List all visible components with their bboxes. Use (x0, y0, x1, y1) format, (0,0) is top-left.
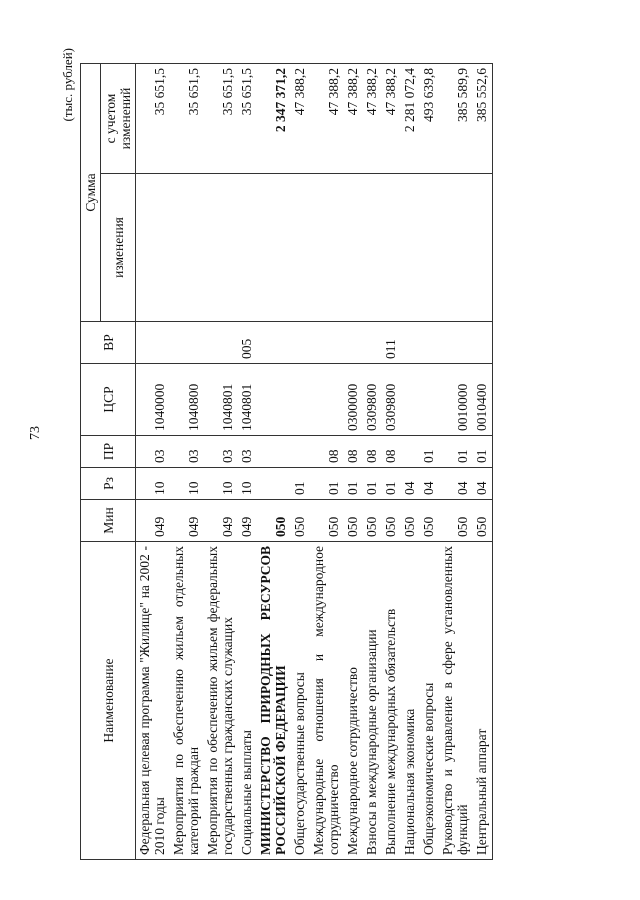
row-csr: 0010000 (439, 364, 473, 436)
row-rz: 04 (473, 468, 493, 500)
header-pr: ПР (81, 436, 136, 468)
row-min: 049 (136, 500, 171, 542)
row-name: Общеэкономические вопросы (420, 542, 439, 860)
row-vr (204, 322, 238, 364)
table-row (420, 64, 439, 860)
row-csr (291, 364, 310, 436)
row-changes (170, 174, 204, 322)
row-csr: 1040800 (170, 364, 204, 436)
row-total: 47 388,2 (344, 64, 363, 174)
row-name: Руководство и управление в сфере установленных функций (439, 542, 473, 860)
row-total: 2 281 072,4 (401, 64, 420, 174)
row-csr: 0010400 (473, 364, 493, 436)
row-rz: 10 (238, 468, 257, 500)
row-min: 050 (291, 500, 310, 542)
row-rz: 04 (439, 468, 473, 500)
table-row (473, 64, 493, 860)
row-vr: 005 (238, 322, 257, 364)
row-rz (257, 468, 291, 500)
row-changes (363, 174, 382, 322)
header-rz: Рз (81, 468, 136, 500)
row-name: Мероприятия по обеспечению жильем отдельных категорий граждан (170, 542, 204, 860)
row-rz: 01 (291, 468, 310, 500)
row-changes (310, 174, 344, 322)
row-min: 050 (363, 500, 382, 542)
row-total: 385 589,9 (439, 64, 473, 174)
row-csr (310, 364, 344, 436)
row-total: 2 347 371,2 (257, 64, 291, 174)
row-changes (439, 174, 473, 322)
row-min: 050 (473, 500, 493, 542)
row-pr: 08 (382, 436, 401, 468)
table-row (401, 64, 420, 860)
header-name: Наименование (81, 542, 136, 860)
row-csr: 0309800 (363, 364, 382, 436)
row-name: Общегосударственные вопросы (291, 542, 310, 860)
row-rz: 04 (401, 468, 420, 500)
table-row (363, 64, 382, 860)
row-changes (401, 174, 420, 322)
row-min: 049 (204, 500, 238, 542)
row-min: 050 (420, 500, 439, 542)
row-changes (344, 174, 363, 322)
row-csr: 0300000 (344, 364, 363, 436)
row-pr: 01 (420, 436, 439, 468)
row-name: Взносы в международные организации (363, 542, 382, 860)
row-changes (473, 174, 493, 322)
row-pr: 08 (344, 436, 363, 468)
row-name: Мероприятия по обеспечению жильем федеральных государственных гражданских служащих (204, 542, 238, 860)
row-pr: 01 (473, 436, 493, 468)
row-name: Международные отношения и международное сотрудничество (310, 542, 344, 860)
row-name: Федеральная целевая программа "Жилище" на 2002 - 2010 годы (136, 542, 171, 860)
row-pr: 01 (439, 436, 473, 468)
row-min: 050 (344, 500, 363, 542)
row-pr (257, 436, 291, 468)
row-rz: 04 (420, 468, 439, 500)
row-rz: 10 (136, 468, 171, 500)
row-name: Международное сотрудничество (344, 542, 363, 860)
row-name: Выполнение международных обязательств (382, 542, 401, 860)
table-row (204, 64, 238, 860)
row-csr: 1040801 (204, 364, 238, 436)
table-row (439, 64, 473, 860)
table-row (170, 64, 204, 860)
row-rz: 10 (170, 468, 204, 500)
row-rz: 01 (363, 468, 382, 500)
row-vr (344, 322, 363, 364)
row-total: 47 388,2 (382, 64, 401, 174)
row-total: 35 651,5 (204, 64, 238, 174)
row-changes (291, 174, 310, 322)
row-csr: 0309800 (382, 364, 401, 436)
row-rz: 01 (310, 468, 344, 500)
row-name: Социальные выплаты (238, 542, 257, 860)
row-min: 049 (238, 500, 257, 542)
row-total: 47 388,2 (310, 64, 344, 174)
row-csr (257, 364, 291, 436)
budget-table (80, 63, 493, 860)
row-min: 049 (170, 500, 204, 542)
row-vr (170, 322, 204, 364)
header-min: Мин (81, 500, 136, 542)
row-pr: 03 (136, 436, 171, 468)
table-row (238, 64, 257, 860)
row-changes (136, 174, 171, 322)
row-changes (204, 174, 238, 322)
table-row (291, 64, 310, 860)
table-row (257, 64, 291, 860)
row-pr (291, 436, 310, 468)
row-name: МИНИСТЕРСТВО ПРИРОДНЫХ РЕСУРСОВ РОССИЙСКОЙ ФЕДЕРАЦИИ (257, 542, 291, 860)
header-changes: изменения (101, 174, 136, 322)
row-rz: 01 (344, 468, 363, 500)
header-vr: ВР (81, 322, 136, 364)
row-total: 385 552,6 (473, 64, 493, 174)
row-total: 493 639,8 (420, 64, 439, 174)
table-row (136, 64, 171, 860)
row-total: 35 651,5 (136, 64, 171, 174)
header-csr: ЦСР (81, 364, 136, 436)
row-vr (401, 322, 420, 364)
row-vr (291, 322, 310, 364)
row-vr: 011 (382, 322, 401, 364)
row-min: 050 (310, 500, 344, 542)
row-vr (310, 322, 344, 364)
row-csr: 1040000 (136, 364, 171, 436)
row-min: 050 (382, 500, 401, 542)
row-pr: 08 (310, 436, 344, 468)
row-changes (420, 174, 439, 322)
row-vr (473, 322, 493, 364)
table-body (136, 64, 493, 860)
row-vr (420, 322, 439, 364)
row-csr: 1040801 (238, 364, 257, 436)
row-changes (238, 174, 257, 322)
table-header (81, 64, 136, 860)
header-with-changes: с учетом изменений (101, 64, 136, 174)
header-sum: Сумма (81, 64, 101, 322)
row-pr: 03 (238, 436, 257, 468)
row-rz: 01 (382, 468, 401, 500)
row-vr (136, 322, 171, 364)
row-pr: 03 (170, 436, 204, 468)
row-min: 050 (401, 500, 420, 542)
row-csr (420, 364, 439, 436)
row-pr: 08 (363, 436, 382, 468)
row-vr (439, 322, 473, 364)
row-total: 47 388,2 (291, 64, 310, 174)
row-min: 050 (439, 500, 473, 542)
row-pr: 03 (204, 436, 238, 468)
table-row (310, 64, 344, 860)
units-label: (тыс. рублей) (60, 48, 75, 122)
row-rz: 10 (204, 468, 238, 500)
row-total: 35 651,5 (170, 64, 204, 174)
row-total: 47 388,2 (363, 64, 382, 174)
rotated-sheet (60, 40, 580, 860)
row-name: Национальная экономика (401, 542, 420, 860)
row-total: 35 651,5 (238, 64, 257, 174)
page-number: 73 (28, 426, 43, 440)
row-changes (257, 174, 291, 322)
table-row (344, 64, 363, 860)
row-changes (382, 174, 401, 322)
row-vr (363, 322, 382, 364)
table-row (382, 64, 401, 860)
row-name: Центральный аппарат (473, 542, 493, 860)
row-pr (401, 436, 420, 468)
row-vr (257, 322, 291, 364)
row-csr (401, 364, 420, 436)
row-min: 050 (257, 500, 291, 542)
